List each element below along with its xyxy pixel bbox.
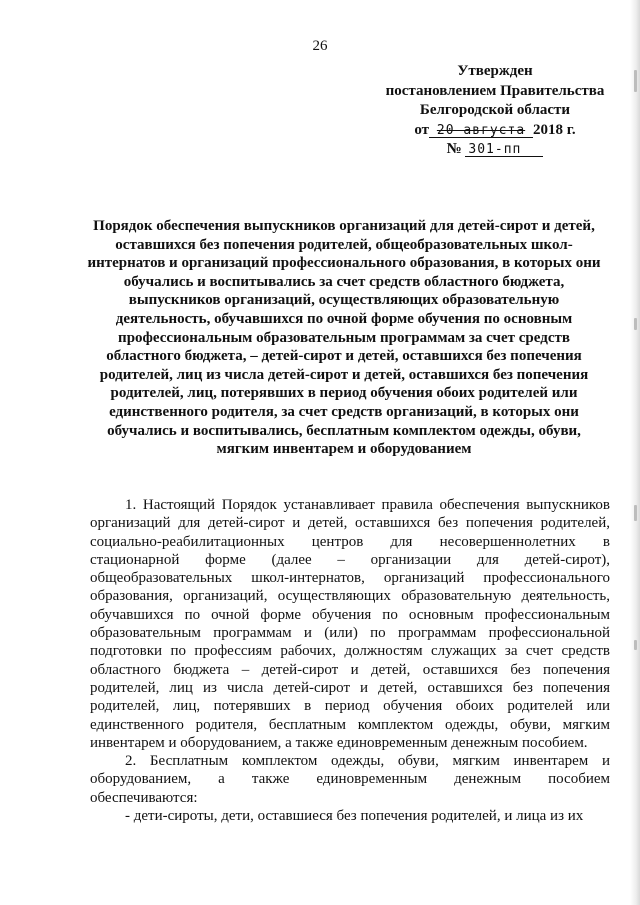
paragraph-3-line: - дети-сироты, дети, оставшиеся без попечения родителей, и лица из их — [125, 808, 584, 825]
document-body — [90, 496, 610, 825]
approval-number-handwritten: 301-пп — [465, 143, 543, 157]
approval-date-year: 2018 г. — [533, 121, 576, 138]
title-line: деятельность, обучавшихся по очной форме обучения по основным — [115, 310, 573, 327]
scan-edge-mark — [634, 505, 637, 521]
approval-number-prefix: № — [446, 141, 462, 157]
scan-edge-mark — [634, 640, 637, 650]
paragraph-2-line: 2. Бесплатным комплектом одежды, обуви, мягким инвентарем и — [125, 753, 610, 770]
paragraph-1-line: областного бюджета – детей-сирот и детей, оставшихся без попечения — [90, 661, 610, 678]
paragraph-1-line: единственного родителя, бесплатным комплектом одежды, обуви, мягким — [90, 716, 610, 733]
approval-date — [355, 121, 635, 141]
paragraph-2-line: обеспечиваются: — [90, 789, 198, 806]
paragraph-1-line: инвентарем и оборудованием, а также единовременным денежным пособием. — [90, 734, 588, 751]
title-line: профессиональным образовательным программам за счет средств — [118, 329, 570, 346]
title-line: родителей, лиц, потерявших в период обучения обоих родителей или — [110, 385, 578, 402]
approval-line: Утвержден — [457, 63, 533, 79]
paragraph-1-line: родителей, лиц, потерявших в период обучения обоих родителей или — [90, 698, 610, 715]
title-line: оставшихся без попечения родителей, общеобразовательных школ- — [115, 236, 573, 253]
approval-stamp — [355, 62, 635, 160]
paragraph-1-line: организаций для детей-сирот и детей, оставшихся без попечения родителей, — [90, 515, 610, 532]
paragraph-1-line: родителей, лиц из числа детей-сирот и детей, оставшихся без попечения — [90, 679, 610, 696]
page-number: 26 — [312, 38, 328, 54]
title-line: мягким инвентарем и оборудованием — [216, 441, 472, 458]
title-line: интернатов и организаций профессионального образования, в которых они — [87, 255, 601, 272]
paragraph-1-line: стационарной форме (далее – организации для детей-сирот), — [90, 551, 610, 568]
paragraph-1-line: общеобразовательных школ-интернатов, организаций профессионального — [90, 570, 610, 587]
title-line: Порядок обеспечения выпускников организаций для детей-сирот и детей, — [93, 218, 595, 234]
paragraph-1-line: обучавшихся по очной форме обучения по основным профессиональным — [90, 606, 610, 623]
title-line: областного бюджета, – детей-сирот и детей, оставшихся без попечения — [106, 348, 582, 365]
approval-date-prefix: от — [414, 121, 430, 138]
paragraph-1-line: 1. Настоящий Порядок устанавливает правила обеспечения выпускников — [125, 497, 610, 513]
paragraph-1-line: образования, организаций, осуществляющих образовательную деятельность, — [90, 588, 610, 605]
document-title — [80, 217, 608, 459]
paragraph-1-line: социально-реабилитационных центров для несовершеннолетних в — [90, 533, 610, 550]
paragraph-1-line: образовательным программам и (или) по программам профессиональной — [90, 625, 610, 642]
approval-date-handwritten: 20 августа — [429, 124, 533, 138]
title-line: единственного родителя, за счет средств организаций, в которых они — [109, 403, 579, 420]
approval-number — [355, 140, 635, 160]
approval-line: Белгородской области — [419, 102, 571, 118]
paragraph-1-line: подготовки по профессиям рабочих, должностям служащих за счет средств — [90, 643, 610, 660]
title-line: родителей, лиц из числа детей-сирот и детей, оставшихся без попечения — [99, 366, 589, 383]
approval-line: постановлением Правительства — [385, 82, 605, 99]
paragraph-2-line: оборудованием, а также единовременным денежным пособием — [90, 771, 610, 788]
title-line: выпускников организаций, осуществляющих образовательную — [128, 292, 560, 309]
title-line: обучались и воспитывались, бесплатным комплектом одежды, обуви, — [107, 422, 581, 439]
scan-edge-mark — [634, 318, 637, 330]
title-line: обучались и воспитывались за счет средств областного бюджета, — [123, 273, 565, 290]
